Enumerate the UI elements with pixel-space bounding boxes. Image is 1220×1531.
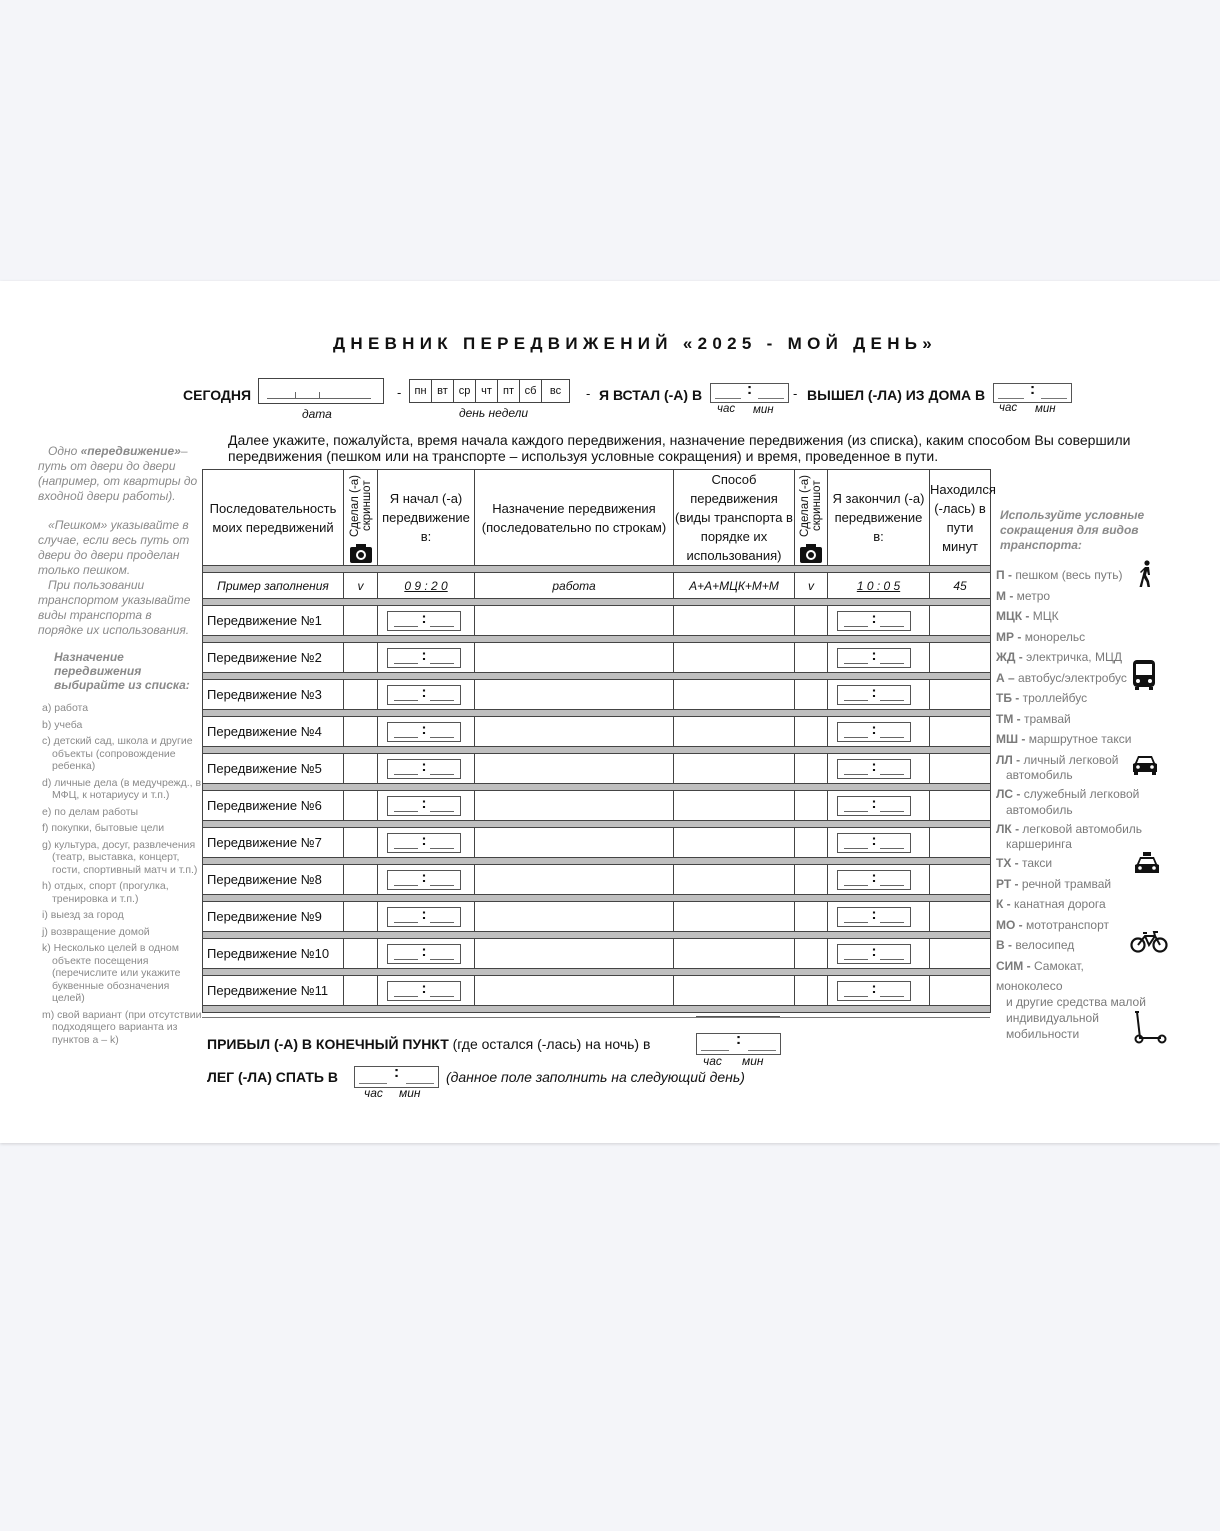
duration-cell[interactable] [930, 643, 991, 673]
start-time-field[interactable]: : [387, 870, 461, 890]
start-time-field[interactable]: : [387, 611, 461, 631]
purpose-cell[interactable] [475, 976, 674, 1006]
min-caption: мин [399, 1086, 421, 1100]
start-time-cell [378, 939, 475, 969]
arrived-time-field[interactable]: : [696, 1033, 781, 1055]
start-time-cell [378, 754, 475, 784]
end-time-cell [828, 717, 930, 747]
date-caption: дата [302, 407, 332, 421]
purpose-item: d) личные дела (в медучрежд., в МФЦ, к нотариусу и т.п.) [42, 776, 202, 801]
transport-legend [996, 565, 1146, 1043]
start-time-field[interactable]: : [387, 833, 461, 853]
start-time-cell [378, 643, 475, 673]
end-time-field[interactable]: : [837, 870, 911, 890]
purpose-cell[interactable] [475, 791, 674, 821]
end-time-cell [828, 939, 930, 969]
mode-cell[interactable] [674, 791, 795, 821]
end-time-cell [828, 791, 930, 821]
example-shot: v [344, 573, 378, 599]
purpose-item: b) учеба [42, 718, 83, 731]
legend-item-cont: автомобиль [1006, 768, 1073, 782]
screenshot-cell[interactable] [344, 902, 378, 932]
bus-icon [1131, 659, 1157, 691]
min-caption: мин [1035, 403, 1056, 415]
legend-item: ТМ - трамвай [996, 711, 1071, 726]
end-time-field[interactable]: : [837, 685, 911, 705]
min-caption: мин [742, 1054, 764, 1068]
col-duration: Находился (-лась) в пути минут [930, 470, 991, 566]
movements-table [202, 469, 996, 1013]
purpose-cell[interactable] [475, 643, 674, 673]
movement-row [203, 865, 991, 895]
end-time-cell [828, 902, 930, 932]
car-icon [1131, 754, 1159, 776]
duration-cell[interactable] [930, 902, 991, 932]
weekday-caption: день недели [459, 406, 529, 420]
col-purpose: Назначение передвижения (последовательно по строкам) [475, 470, 674, 566]
diary-sheet [0, 281, 1220, 1143]
duration-cell[interactable] [930, 791, 991, 821]
legend-item: ЛС - служебный легковой [996, 787, 1140, 801]
start-time-field[interactable]: : [387, 648, 461, 668]
slept-time-field[interactable]: : [354, 1066, 439, 1088]
start-time-cell [378, 828, 475, 858]
mode-cell[interactable] [674, 717, 795, 747]
purpose-cell[interactable] [475, 865, 674, 895]
duration-cell[interactable] [930, 939, 991, 969]
legend-item: МР - монорельс [996, 629, 1086, 644]
duration-cell[interactable] [930, 754, 991, 784]
mode-cell[interactable] [674, 902, 795, 932]
purpose-cell[interactable] [475, 754, 674, 784]
divider [696, 1016, 780, 1017]
movement-label: Передвижение №8 [203, 865, 344, 895]
purposes-title: Назначение передвижения выбирайте из списка: [54, 650, 190, 692]
start-time-field[interactable]: : [387, 685, 461, 705]
screenshot-cell[interactable] [344, 680, 378, 710]
purpose-item: e) по делам работы [42, 805, 139, 818]
legend-item: П - пешком (весь путь) [996, 568, 1123, 582]
end-time-cell [828, 828, 930, 858]
end-time-field[interactable]: : [837, 722, 911, 742]
col-start: Я начал (-а) передвижение в: [378, 470, 475, 566]
movement-label: Передвижение №7 [203, 828, 344, 858]
left-home-label: ВЫШЕЛ (-ЛА) ИЗ ДОМА В [807, 387, 986, 403]
camera-icon [800, 544, 822, 563]
start-time-cell [378, 865, 475, 895]
example-purpose: работа [475, 573, 674, 599]
end-time-field[interactable]: : [837, 796, 911, 816]
legend-item: РТ - речной трамвай [996, 876, 1112, 891]
camera-icon [350, 544, 372, 563]
end-time-field[interactable]: : [837, 833, 911, 853]
screenshot-cell-2[interactable] [795, 643, 828, 673]
end-time-cell [828, 680, 930, 710]
purpose-item: a) работа [42, 702, 89, 714]
start-time-field[interactable]: : [387, 759, 461, 779]
screenshot-cell-2[interactable] [795, 828, 828, 858]
legend-item: ЛЛ - личный легковой [996, 752, 1119, 767]
page-title: ДНЕВНИК ПЕРЕДВИЖЕНИЙ «2025 - МОЙ ДЕНЬ» [332, 334, 938, 353]
legend-title: Используйте условные сокращения для видов транспорта: [1000, 508, 1145, 552]
note-transport: При пользовании транспортом указывайте виды транспорта в порядке их использования. [38, 578, 191, 637]
end-time-field[interactable]: : [837, 648, 911, 668]
movement-row [203, 717, 991, 747]
end-time-cell [828, 754, 930, 784]
legend-item: МЦК - МЦК [996, 609, 1059, 623]
legend-item: М - метро [996, 588, 1051, 603]
movement-label: Передвижение №3 [203, 680, 344, 710]
mode-cell[interactable] [674, 939, 795, 969]
screenshot-cell-2[interactable] [795, 680, 828, 710]
screenshot-cell-2[interactable] [795, 754, 828, 784]
screenshot-cell[interactable] [344, 643, 378, 673]
end-time-cell [828, 643, 930, 673]
mode-cell[interactable] [674, 680, 795, 710]
screenshot-cell-2[interactable] [795, 791, 828, 821]
pedestrian-icon [1136, 560, 1156, 588]
col-screenshot-2: Сделал (-а) скриншот [795, 470, 828, 566]
screenshot-cell[interactable] [344, 976, 378, 1006]
taxi-icon [1133, 852, 1161, 878]
movement-label: Передвижение №10 [203, 939, 344, 969]
woke-time-field[interactable]: : [710, 383, 789, 403]
movement-label: Передвижение №6 [203, 791, 344, 821]
legend-item-cont: и другие средства малой индивидуальной мобильности [1006, 994, 1146, 1041]
start-time-cell [378, 791, 475, 821]
start-time-cell [378, 976, 475, 1006]
col-screenshot: Сделал (-а) скриншот [344, 470, 378, 566]
duration-cell[interactable] [930, 680, 991, 710]
left-home-time-field[interactable]: : [993, 383, 1072, 403]
intro-text: Далее укажите, пожалуйста, время начала каждого передвижения, назначение передвижения (из списка), каким способом Вы совершили передвижения (пешком или на транспорте – используя условные сокращения) и время, проведенное в пути. [228, 432, 1131, 464]
screenshot-cell-2[interactable] [795, 902, 828, 932]
legend-item: ТБ - троллейбус [996, 691, 1088, 705]
screenshot-cell[interactable] [344, 791, 378, 821]
weekday-selector [409, 379, 570, 403]
start-time-field[interactable]: : [387, 722, 461, 742]
movement-row [203, 791, 991, 821]
movement-label: Передвижение №1 [203, 606, 344, 636]
legend-item: В - велосипед [996, 938, 1075, 952]
slept-note: (данное поле заполнить на следующий день) [446, 1069, 745, 1085]
note-walking: «Пешком» указывайте в случае, если весь путь от двери до двери проделан только пешком. [38, 518, 190, 577]
end-time-field[interactable]: : [837, 907, 911, 927]
end-time-cell [828, 606, 930, 636]
purpose-item: j) возвращение домой [42, 925, 150, 938]
dash: - [397, 385, 402, 400]
day-tue[interactable]: вт [432, 380, 454, 402]
screenshot-cell-2[interactable] [795, 976, 828, 1006]
end-time-cell [828, 865, 930, 895]
movement-label: Передвижение №9 [203, 902, 344, 932]
legend-item: МШ - маршрутное такси [996, 732, 1132, 746]
screenshot-cell[interactable] [344, 754, 378, 784]
screenshot-cell-2[interactable] [795, 865, 828, 895]
col-end: Я закончил (-а) передвижение в: [828, 470, 930, 566]
purpose-item: i) выезд за город [42, 909, 124, 921]
example-duration: 45 [930, 573, 991, 599]
mode-cell[interactable] [674, 754, 795, 784]
screenshot-cell[interactable] [344, 939, 378, 969]
start-time-field[interactable]: : [387, 796, 461, 816]
mode-cell[interactable] [674, 606, 795, 636]
start-time-cell [378, 680, 475, 710]
legend-item: МО - мототранспорт [996, 917, 1109, 932]
purpose-item: g) культура, досуг, развлечения (театр, выставка, концерт, гости, спортивный матч и т.п.) [42, 838, 198, 876]
legend-item: К - канатная дорога [996, 897, 1106, 911]
hour-caption: час [717, 403, 736, 415]
example-end: 1 0 : 0 5 [828, 573, 930, 599]
duration-cell[interactable] [930, 717, 991, 747]
mode-cell[interactable] [674, 643, 795, 673]
purpose-cell[interactable] [475, 606, 674, 636]
day-wed[interactable]: ср [454, 380, 476, 402]
example-shot-2: v [795, 573, 828, 599]
divider [202, 1017, 990, 1018]
col-mode: Способ передвижения (виды транспорта в порядке их использования) [674, 470, 795, 566]
end-time-field[interactable]: : [837, 759, 911, 779]
min-caption: мин [753, 404, 774, 416]
purpose-cell[interactable] [475, 828, 674, 858]
mode-cell[interactable] [674, 976, 795, 1006]
duration-cell[interactable] [930, 828, 991, 858]
screenshot-cell[interactable] [344, 717, 378, 747]
purpose-item: h) отдых, спорт (прогулка, тренировка и т.п.) [42, 880, 169, 905]
legend-item: А – автобус/электробус [996, 670, 1127, 685]
hour-caption: час [364, 1086, 383, 1100]
end-time-field[interactable]: : [837, 981, 911, 1001]
movement-row [203, 828, 991, 858]
legend-item-cont: каршеринга [1006, 837, 1072, 851]
start-time-cell [378, 717, 475, 747]
purpose-cell[interactable] [475, 939, 674, 969]
movement-row [203, 754, 991, 784]
hour-caption: час [703, 1054, 722, 1068]
example-row [203, 573, 991, 599]
example-label: Пример заполнения [203, 573, 344, 599]
movement-label: Передвижение №11 [203, 976, 344, 1006]
bicycle-icon [1130, 930, 1168, 954]
screenshot-cell-2[interactable] [795, 606, 828, 636]
legend-item: ЛК - легковой автомобиль [996, 821, 1143, 836]
mode-cell[interactable] [674, 828, 795, 858]
purpose-item: m) свой вариант (при отсутствии подходящего варианта из пунктов a – k) [42, 1008, 202, 1046]
legend-item: ТХ - такси [996, 856, 1053, 870]
end-time-cell [828, 976, 930, 1006]
note-movement: Одно «передвижение»– путь от двери до двери (например, от квартиры до входной двери работы). [38, 444, 198, 503]
purpose-cell[interactable] [475, 680, 674, 710]
purposes-list [42, 702, 202, 1050]
day-mon[interactable]: пн [410, 380, 432, 402]
movement-label: Передвижение №2 [203, 643, 344, 673]
screenshot-cell[interactable] [344, 828, 378, 858]
arrived-label: ПРИБЫЛ (-А) В КОНЕЧНЫЙ ПУНКТ (где остался (-лась) на ночь) в [207, 1036, 651, 1052]
mode-cell[interactable] [674, 865, 795, 895]
day-thu[interactable]: чт [476, 380, 498, 402]
duration-cell[interactable] [930, 865, 991, 895]
movement-row [203, 939, 991, 969]
example-start: 0 9 : 2 0 [378, 573, 475, 599]
end-time-field[interactable]: : [837, 944, 911, 964]
example-mode: А+А+МЦК+М+М [674, 573, 795, 599]
dash: - [586, 386, 591, 401]
movement-row [203, 643, 991, 673]
purpose-item: k) Несколько целей в одном объекте посещения (перечислите или укажите буквенные обозначения целей) [42, 942, 181, 1004]
screenshot-cell[interactable] [344, 865, 378, 895]
day-fri[interactable]: пт [498, 380, 520, 402]
date-field[interactable] [258, 378, 384, 404]
movement-row [203, 606, 991, 636]
start-time-cell [378, 606, 475, 636]
today-label: СЕГОДНЯ [183, 387, 252, 403]
start-time-field[interactable]: : [387, 981, 461, 1001]
start-time-cell [378, 902, 475, 932]
legend-item: СИМ - Самокат, моноколесо [996, 958, 1084, 993]
day-sun[interactable]: вс [549, 385, 562, 397]
legend-item-cont: автомобиль [1006, 802, 1073, 817]
slept-label: ЛЕГ (-ЛА) СПАТЬ В [207, 1069, 338, 1085]
purpose-cell[interactable] [475, 902, 674, 932]
end-time-field[interactable]: : [837, 611, 911, 631]
screenshot-cell-2[interactable] [795, 717, 828, 747]
dash: - [793, 386, 798, 401]
woke-label: Я ВСТАЛ (-А) В [599, 387, 703, 403]
movement-label: Передвижение №4 [203, 717, 344, 747]
col-sequence: Последовательность моих передвижений [203, 470, 344, 566]
scooter-icon [1131, 1010, 1167, 1044]
purpose-item: f) покупки, бытовые цели [42, 822, 165, 834]
duration-cell[interactable] [930, 606, 991, 636]
hour-caption: час [999, 402, 1018, 414]
purpose-item: c) детский сад, школа и другие объекты (сопровождение ребенка) [42, 735, 193, 772]
movement-row [203, 976, 991, 1006]
legend-item: ЖД - электричка, МЦД [996, 650, 1122, 664]
purpose-cell[interactable] [475, 717, 674, 747]
movement-row [203, 902, 991, 932]
screenshot-cell-2[interactable] [795, 939, 828, 969]
movement-label: Передвижение №5 [203, 754, 344, 784]
screenshot-cell[interactable] [344, 606, 378, 636]
day-sat[interactable]: сб [520, 380, 542, 402]
start-time-field[interactable]: : [387, 907, 461, 927]
duration-cell[interactable] [930, 976, 991, 1006]
start-time-field[interactable]: : [387, 944, 461, 964]
movement-row [203, 680, 991, 710]
